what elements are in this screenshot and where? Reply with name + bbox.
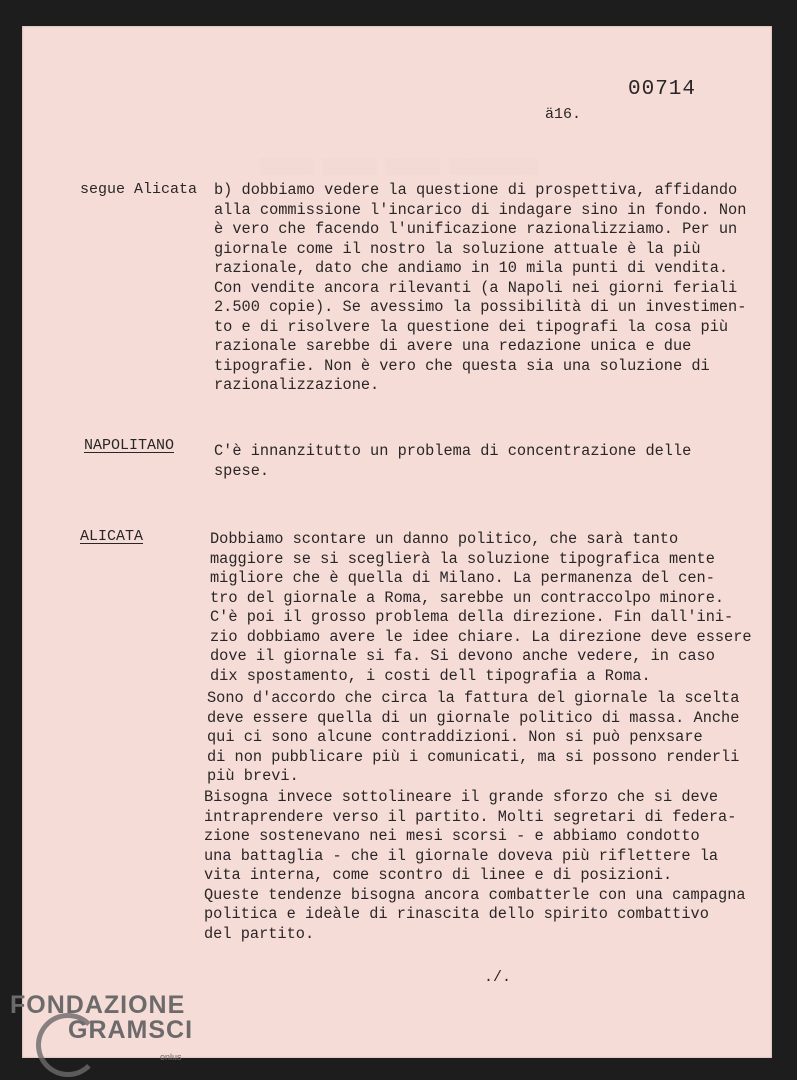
- text-line: zio dobbiamo avere le idee chiare. La direzione deve essere: [210, 627, 752, 646]
- text-line: razionale, dato che andiamo in 10 mila punti di vendita.: [214, 259, 729, 277]
- text-line: Queste tendenze bisogna ancora combatterle con una campagna: [204, 885, 746, 904]
- speaker-label-napolitano: NAPOLITANO: [84, 437, 175, 454]
- text-line: deve essere quella di un giornale politico di massa. Anche: [207, 708, 740, 727]
- watermark-line1: FONDAZIONE: [10, 991, 186, 1019]
- paragraph: [204, 788, 746, 944]
- text-line: Sono d'accordo che circa la fattura del giornale la scelta: [207, 689, 740, 707]
- text-line: dove il giornale si fa. Si devono anche vedere, in caso: [210, 647, 715, 665]
- text-line: zione sostenevano nei mesi scorsi - e abbiamo condotto: [204, 827, 700, 845]
- document-number: 00714: [628, 78, 697, 101]
- paragraph: [207, 689, 739, 787]
- text-line: to e di risolvere la questione dei tipografi la cosa più: [214, 317, 729, 336]
- text-line: C'è innanzitutto un problema di concentrazione delle: [214, 442, 692, 460]
- text-line: razionalizzazione.: [214, 376, 380, 394]
- watermark-small: onlus: [160, 1052, 182, 1062]
- text-line: è vero che facendo l'unificazione razionalizziamo. Per un: [214, 220, 738, 238]
- bleed-through-text: ░░░░░░ ░░░░░░ ░░░░░░ ░░░░░░░░░░: [260, 159, 540, 176]
- text-line: migliore che è quella di Milano. La permanenza del cen-: [210, 569, 715, 587]
- text-line: razionale sarebbe di avere una redazione unica e due: [214, 337, 692, 355]
- text-line: dix spostamento, i costi dell tipografia a Roma.: [210, 666, 651, 685]
- text-line: vita interna, come scontro di linee e di posizioni.: [204, 866, 673, 884]
- watermark-ring-icon: [36, 1013, 100, 1077]
- text-line: qui ci sono alcune contraddizioni. Non si può penxsare: [207, 728, 703, 746]
- text-line: tipografie. Non è vero che questa sia una soluzione di: [214, 356, 710, 375]
- speaker-label-alicata: ALICATA: [80, 528, 144, 545]
- text-line: giornale come il nostro la soluzione attuale è la più: [214, 239, 701, 258]
- text-line: Bisogna invece sottolineare il grande sforzo che si deve: [204, 788, 719, 806]
- text-line: b) dobbiamo vedere la questione di prospettiva, affidando: [214, 181, 738, 199]
- text-line: tro del giornale a Roma, sarebbe un contraccolpo minore.: [210, 588, 725, 607]
- text-line: una battaglia - che il giornale doveva più riflettere la: [204, 846, 719, 865]
- text-line: 2.500 copie). Se avessimo la possibilità di un investimen-: [214, 298, 747, 316]
- text-line: alla commissione l'incarico di indagare sino in fondo. Non: [214, 200, 747, 219]
- text-line: politica e ideàle di rinascita dello spirito combattivo: [204, 905, 709, 923]
- text-line: maggiore se si sceglierà la soluzione tipografica mente: [210, 549, 715, 568]
- speaker-label-segue-alicata: segue Alicata: [80, 181, 198, 198]
- paragraph: [210, 530, 752, 686]
- text-line: più brevi.: [207, 767, 299, 785]
- text-line: intraprendere verso il partito. Molti segretari di federa-: [204, 807, 737, 826]
- text-line: Dobbiamo scontare un danno politico, che sarà tanto: [210, 530, 679, 548]
- text-line: di non pubblicare più i comunicati, ma si possono renderli: [207, 747, 740, 766]
- text-line: del partito.: [204, 924, 315, 943]
- paragraph: [214, 181, 746, 396]
- text-line: Con vendite ancora rilevanti (a Napoli nei giorni feriali: [214, 278, 738, 297]
- watermark-line2: GRAMSCI: [68, 1016, 194, 1044]
- page-number: ä16.: [545, 106, 582, 123]
- text-line: spese.: [214, 461, 270, 480]
- text-line: C'è poi il grosso problema della direzione. Fin dall'ini-: [210, 608, 734, 626]
- continuation-mark: ./.: [484, 969, 512, 986]
- watermark-logo: [10, 993, 193, 1043]
- paragraph: [214, 442, 691, 481]
